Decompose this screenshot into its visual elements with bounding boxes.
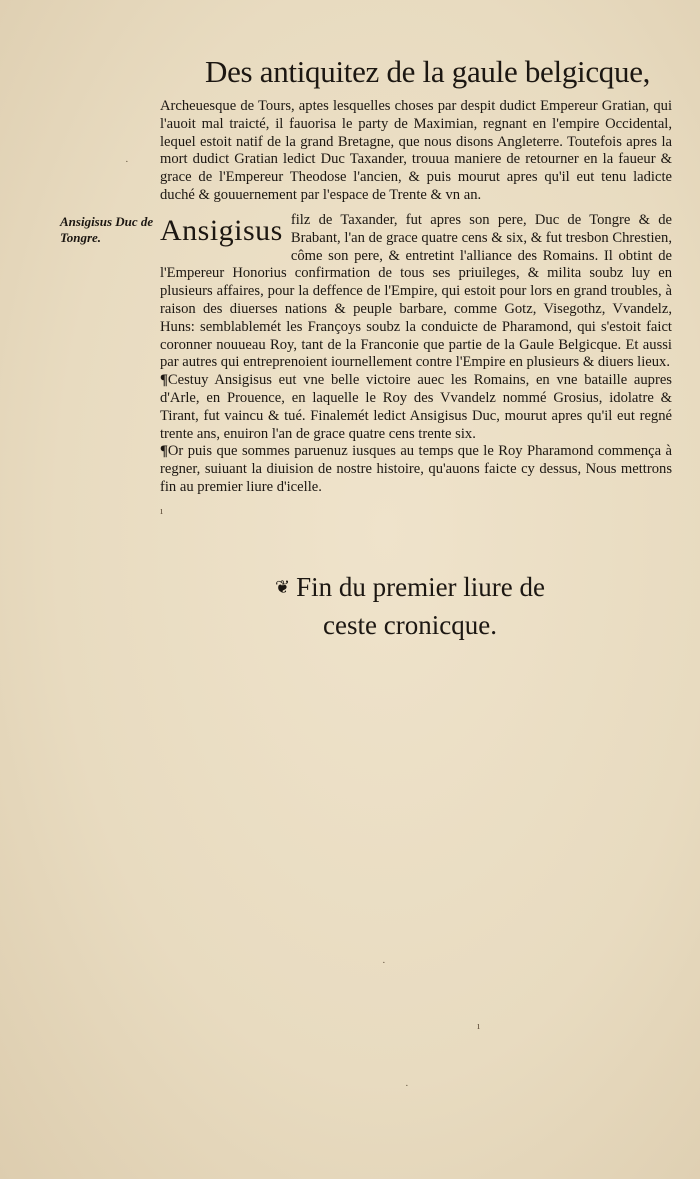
paragraph-text: Cestuy Ansigisus eut vne belle victoire auec les Romains, en vne bataille aupres d'Arle, en Prouence, en laquelle le Roy des Vvandelz nommé Grosius, idolatre & Tirant, fut vaincu & tué. Finalemét ledict Ansigisus Duc, mourut apres qu'il eut regné trente ans, enuiron l'an de grace quatre cens trente six. bbox=[160, 372, 672, 442]
ink-speck: · bbox=[382, 957, 386, 969]
ink-speck: ı bbox=[477, 1020, 481, 1032]
chapter-body bbox=[160, 212, 672, 497]
pilcrow-icon: ¶ bbox=[160, 443, 168, 460]
running-header: Des antiquitez de la gaule belgicque, bbox=[205, 54, 651, 89]
initial-word: Ansigisus bbox=[160, 214, 283, 247]
paragraph-text: Or puis que sommes paruenuz iusques au temps que le Roy Pharamond commença à regner, suiuant la diuision de nostre histoire, qu'auons faicte cy dessus, Nous mettrons fin au premier liure d'icelle. bbox=[160, 443, 672, 495]
ink-speck: · bbox=[405, 1080, 409, 1092]
colophon-line-1 bbox=[240, 568, 580, 606]
ink-speck: · bbox=[125, 156, 129, 168]
colophon-line-2: ceste cronicque. bbox=[323, 610, 497, 640]
paragraph: Archeuesque de Tours, aptes lesquelles choses par despit dudict Empereur Gratian, qui l'auoit mal traicté, il fauorisa le party de Maximian, regnant en l'empire Occidental, lequel estoit natif de la grand Bretagne, que nous disons Angleterre. Toutefois apres la mort dudict Gratian ledict Duc Taxander, trouua maniere de retourner en la faueur & grace de l'Empereur Theodose l'ancien, & puis mourut apres qu'il eut tenu ladicte duché & gouuernement par l'espace de Trente & vn an. bbox=[160, 98, 672, 203]
pilcrow-icon: ¶ bbox=[160, 372, 168, 389]
colophon bbox=[240, 568, 580, 644]
ink-speck: ı bbox=[160, 505, 164, 517]
fleuron-icon: ❦ bbox=[274, 577, 291, 597]
paragraph bbox=[160, 443, 672, 496]
paragraph: filz de Taxander, fut apres son pere, Duc de Tongre & de Brabant, l'an de grace quatre cens & six, & fut tresbon Chrestien, côme son pere, & entretint l'alliance des Romains. Il obtint de l'Empereur Honorius confirmation de tous ses priuileges, & milita soubz luy en plusieurs affaires, pour la deffence de l'Empire, qui estoit pour lors en grand troubles, à raison des diuerses nations & peuple barbare, comme Gotz, Visegothz, Vvandelz, Huns: semblablemét les Françoys soubz la conduicte de Pharamond, qui s'estoit faict coronner nouueau Roy, tant de la Franconie que partie de la Gaule Belgicque. Et aussi par autres qui entreprenoient iournellement contre l'Empire en plusieurs & diuers lieux. bbox=[160, 212, 672, 371]
paragraph bbox=[160, 372, 672, 443]
margin-note: Ansigisus Duc de Tongre. bbox=[60, 214, 154, 245]
colophon-text: Fin du premier liure de bbox=[296, 572, 546, 602]
